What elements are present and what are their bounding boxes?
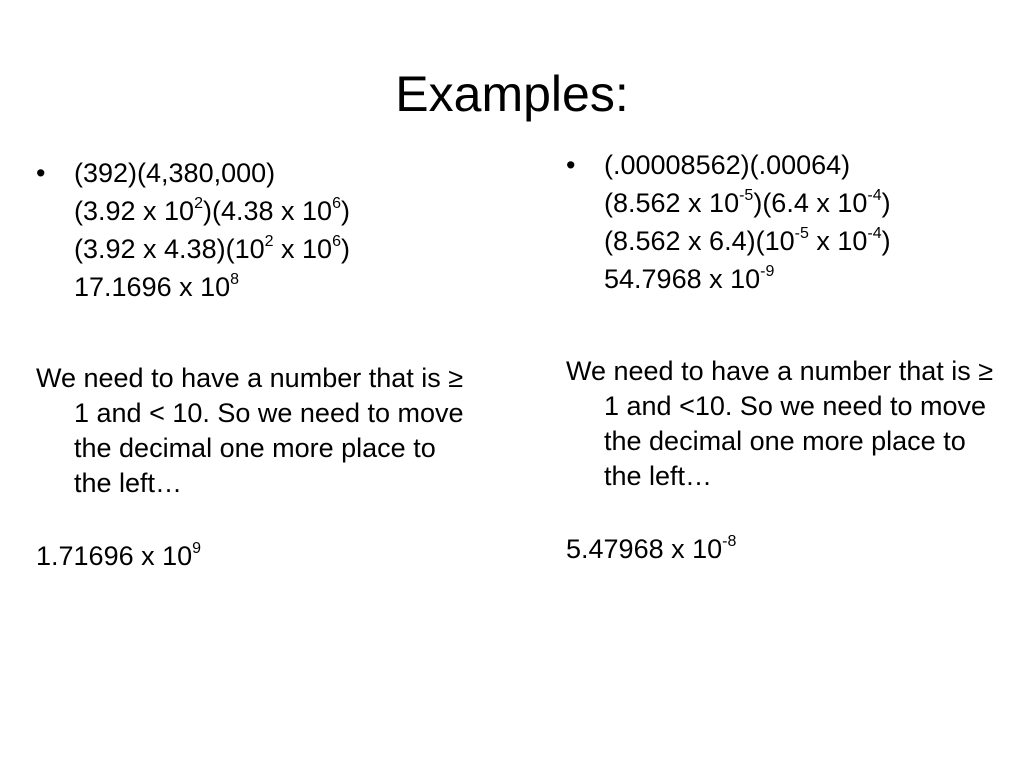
result-exponent: -8: [722, 533, 737, 550]
text-part: x 10: [808, 226, 868, 256]
exponent: -4: [867, 225, 882, 242]
exponent: 6: [332, 195, 341, 212]
exponent: -9: [760, 263, 775, 280]
left-result: [36, 537, 476, 575]
bullet-icon: •: [566, 150, 576, 180]
left-explanation: We need to have a number that is ≥ 1 and < 10. So we need to move the decimal one more place to the left…: [36, 363, 464, 498]
right-line-2: [604, 184, 1006, 222]
right-line-1-text: (.00008562)(.00064): [604, 150, 851, 180]
bullet-icon: •: [36, 158, 46, 188]
text-part: )(4.38 x 10: [202, 196, 333, 226]
right-line-4: [604, 260, 1006, 298]
text-part: 54.7968 x 10: [604, 264, 761, 294]
left-line-3: [74, 230, 476, 268]
text-part: )(6.4 x 10: [753, 188, 868, 218]
text-part: x 10: [273, 234, 333, 264]
text-part: ): [340, 234, 350, 264]
left-line-4: [74, 268, 476, 306]
left-line-1: [74, 154, 476, 192]
text-part: (3.92 x 10: [74, 196, 195, 226]
text-part: ): [340, 196, 350, 226]
slide-title: Examples:: [395, 66, 629, 122]
text-part: (3.92 x 4.38)(10: [74, 234, 265, 264]
exponent: 8: [230, 271, 240, 288]
left-line-2: [74, 192, 476, 230]
right-line-1: [604, 146, 1006, 184]
exponent: -4: [867, 187, 882, 204]
result-base: 5.47968 x 10: [566, 534, 723, 564]
left-example: [36, 154, 476, 575]
right-explanation: We need to have a number that is ≥ 1 and <10. So we need to move the decimal one more place to the left…: [566, 356, 994, 491]
left-line-1-text: (392)(4,380,000): [74, 158, 276, 188]
text-part: ): [881, 188, 891, 218]
text-part: 17.1696 x 10: [74, 272, 231, 302]
exponent: -5: [739, 187, 754, 204]
exponent: 2: [194, 195, 203, 212]
exponent: 6: [332, 233, 341, 250]
text-part: ): [881, 226, 891, 256]
right-line-3: [604, 222, 1006, 260]
text-part: (8.562 x 6.4)(10: [604, 226, 795, 256]
exponent: -5: [794, 225, 809, 242]
left-bullet: [36, 154, 476, 306]
text-part: (8.562 x 10: [604, 188, 740, 218]
right-example: [566, 146, 1006, 568]
exponent: 2: [264, 233, 274, 250]
right-result: [566, 530, 1006, 568]
result-base: 1.71696 x 10: [36, 541, 193, 571]
right-bullet: [566, 146, 1006, 298]
result-exponent: 9: [192, 540, 202, 557]
